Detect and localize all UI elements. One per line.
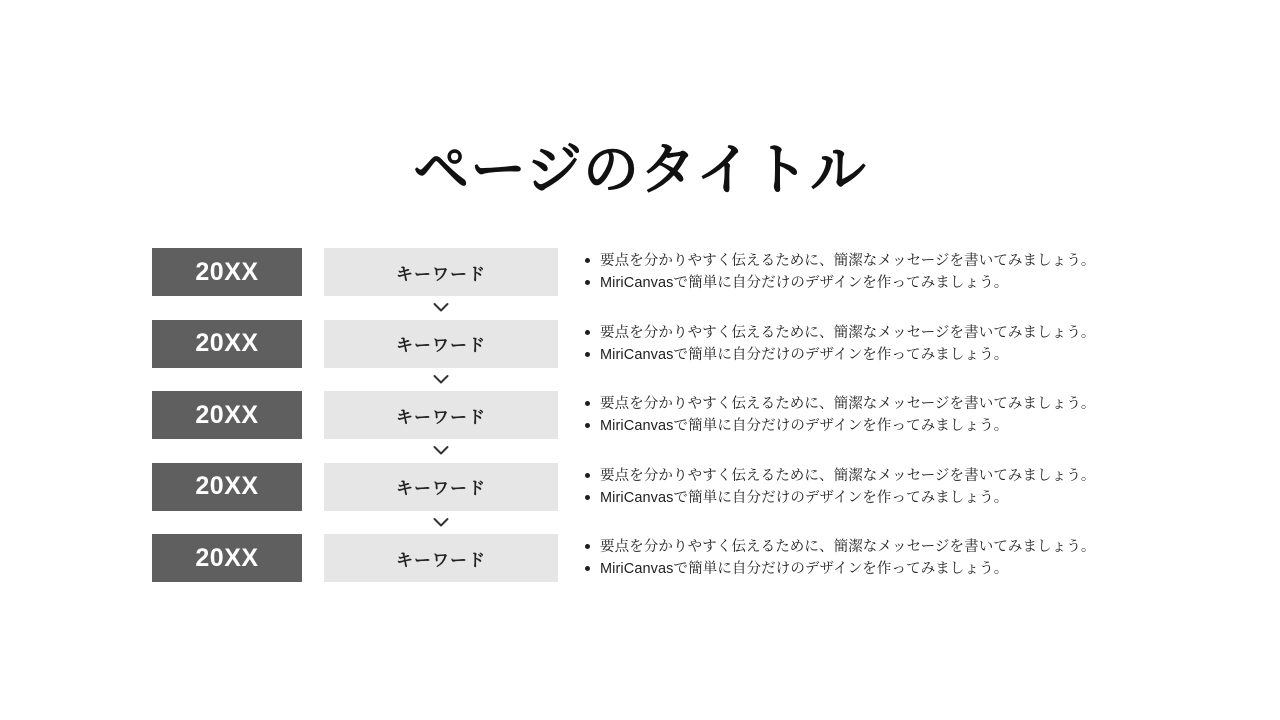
chevron-down-icon [324,368,558,391]
keyword-cell [324,320,558,368]
list-item: 要点を分かりやすく伝えるために、簡潔なメッセージを書いてみましょう。 [584,393,1112,415]
year-badge: 20XX [152,391,302,439]
keyword-box: キーワード [324,391,558,439]
list-item: MiriCanvasで簡単に自分だけのデザインを作ってみましょう。 [584,344,1112,366]
keyword-cell [324,534,558,582]
keyword-box: キーワード [324,248,558,296]
keyword-box: キーワード [324,463,558,511]
timeline-row [152,534,1112,606]
keyword-box: キーワード [324,320,558,368]
year-badge: 20XX [152,320,302,368]
keyword-cell [324,463,558,511]
list-item: MiriCanvasで簡単に自分だけのデザインを作ってみましょう。 [584,415,1112,437]
timeline-row [152,248,1112,320]
bullet-list [584,248,1112,294]
chevron-down-icon [324,296,558,319]
keyword-cell [324,248,558,296]
chevron-down-icon [324,439,558,462]
page-title: ページのタイトル [413,138,867,201]
list-item: MiriCanvasで簡単に自分だけのデザインを作ってみましょう。 [584,272,1112,294]
list-item: MiriCanvasで簡単に自分だけのデザインを作ってみましょう。 [584,558,1112,580]
year-badge: 20XX [152,248,302,296]
keyword-box: キーワード [324,534,558,582]
bullet-list [584,320,1112,366]
bullet-list [584,534,1112,580]
bullet-list [584,391,1112,437]
keyword-cell [324,391,558,439]
list-item: 要点を分かりやすく伝えるために、簡潔なメッセージを書いてみましょう。 [584,536,1112,558]
year-badge: 20XX [152,534,302,582]
list-item: 要点を分かりやすく伝えるために、簡潔なメッセージを書いてみましょう。 [584,250,1112,272]
timeline-row [152,320,1112,392]
list-item: 要点を分かりやすく伝えるために、簡潔なメッセージを書いてみましょう。 [584,322,1112,344]
list-item: MiriCanvasで簡単に自分だけのデザインを作ってみましょう。 [584,487,1112,509]
timeline-row [152,391,1112,463]
list-item: 要点を分かりやすく伝えるために、簡潔なメッセージを書いてみましょう。 [584,465,1112,487]
timeline-list [152,248,1112,606]
timeline-row [152,463,1112,535]
year-badge: 20XX [152,463,302,511]
chevron-down-icon [324,511,558,534]
bullet-list [584,463,1112,509]
